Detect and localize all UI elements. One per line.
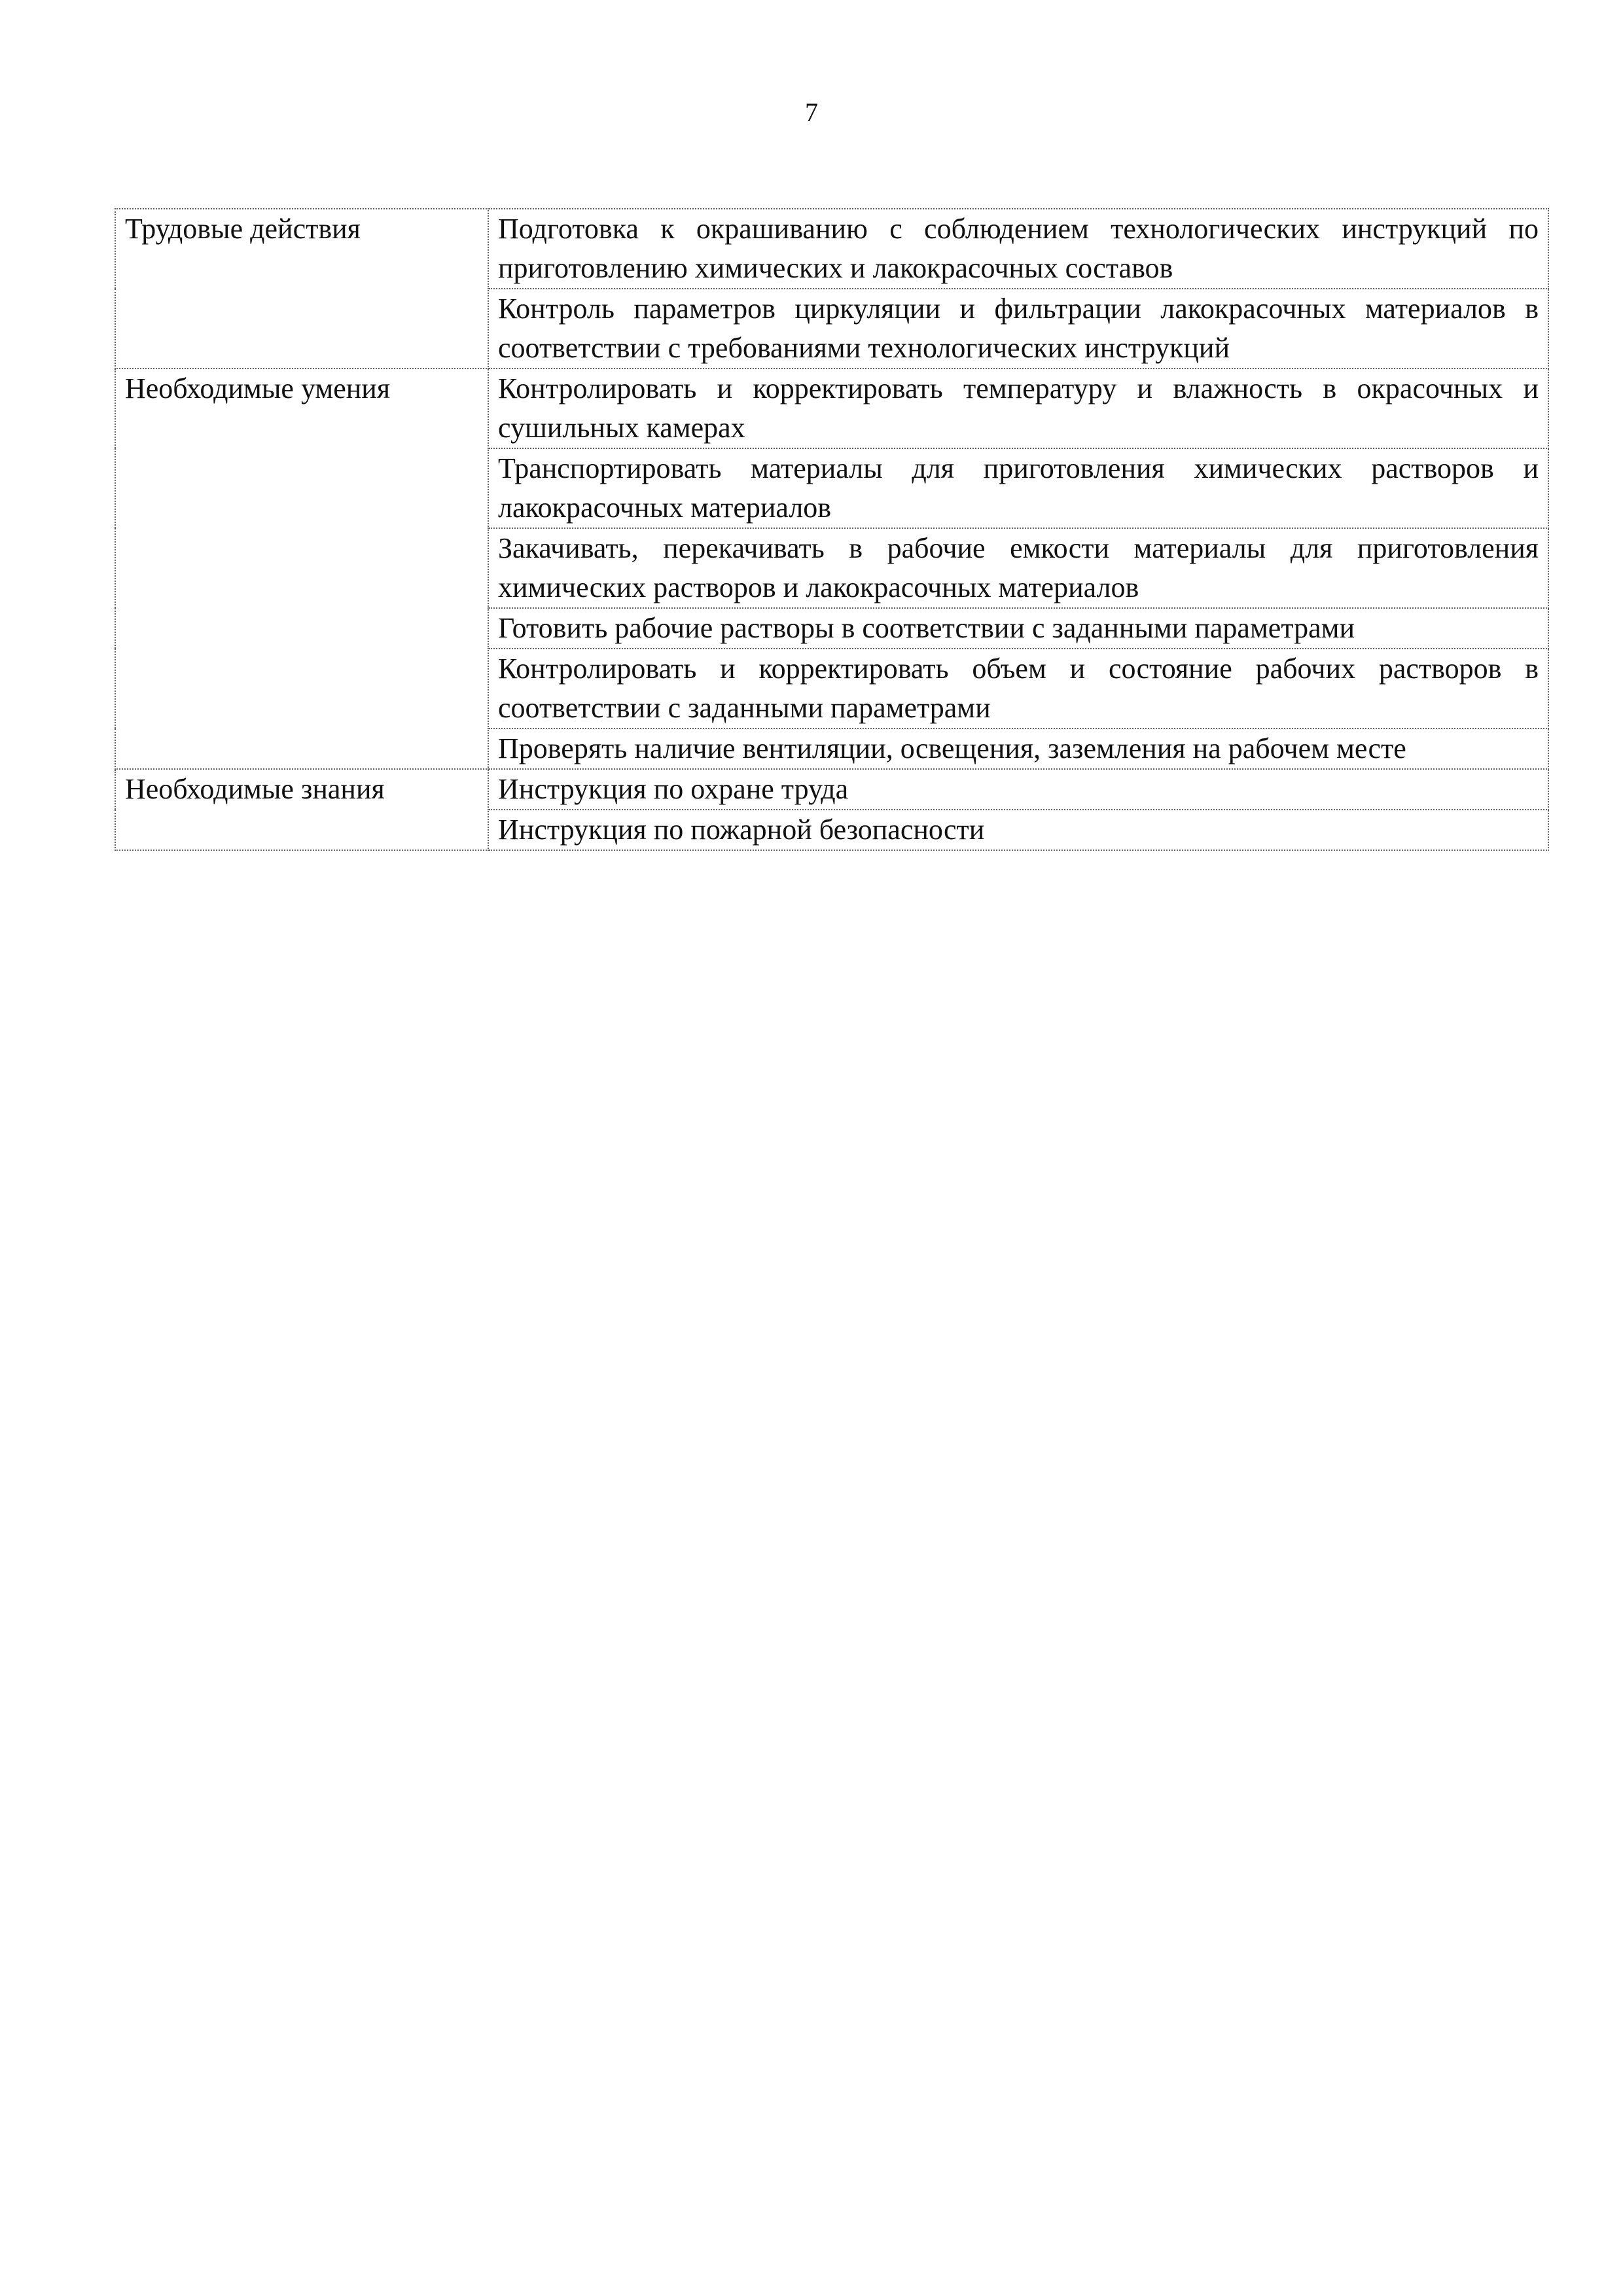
table-cell: Готовить рабочие растворы в соответствии с заданными параметрами (488, 608, 1548, 649)
table-cell: Закачивать, перекачивать в рабочие емкости материалы для приготовления химических растворов и лакокрасочных материалов (488, 528, 1548, 608)
page-number: 7 (805, 98, 818, 127)
table-cell: Транспортировать материалы для приготовления химических растворов и лакокрасочных материалов (488, 448, 1548, 528)
table-row (115, 769, 1548, 810)
table-cell: Контролировать и корректировать температуру и влажность в окрасочных и сушильных камерах (488, 368, 1548, 448)
row-label: Трудовые действия (115, 209, 488, 368)
table-cell: Контролировать и корректировать объем и состояние рабочих растворов в соответствии с заданными параметрами (488, 649, 1548, 728)
table-cell: Проверять наличие вентиляции, освещения, заземления на рабочем месте (488, 728, 1548, 769)
table-row (115, 209, 1548, 289)
table-cell: Подготовка к окрашиванию с соблюдением технологических инструкций по приготовлению химических и лакокрасочных составов (488, 209, 1548, 289)
table-cell: Инструкция по охране труда (488, 769, 1548, 810)
table-cell: Инструкция по пожарной безопасности (488, 810, 1548, 850)
table-cell: Контроль параметров циркуляции и фильтрации лакокрасочных материалов в соответствии с требованиями технологических инструкций (488, 289, 1548, 368)
row-label: Необходимые умения (115, 368, 488, 769)
table-row (115, 368, 1548, 448)
row-label: Необходимые знания (115, 769, 488, 850)
competency-table (115, 208, 1549, 851)
